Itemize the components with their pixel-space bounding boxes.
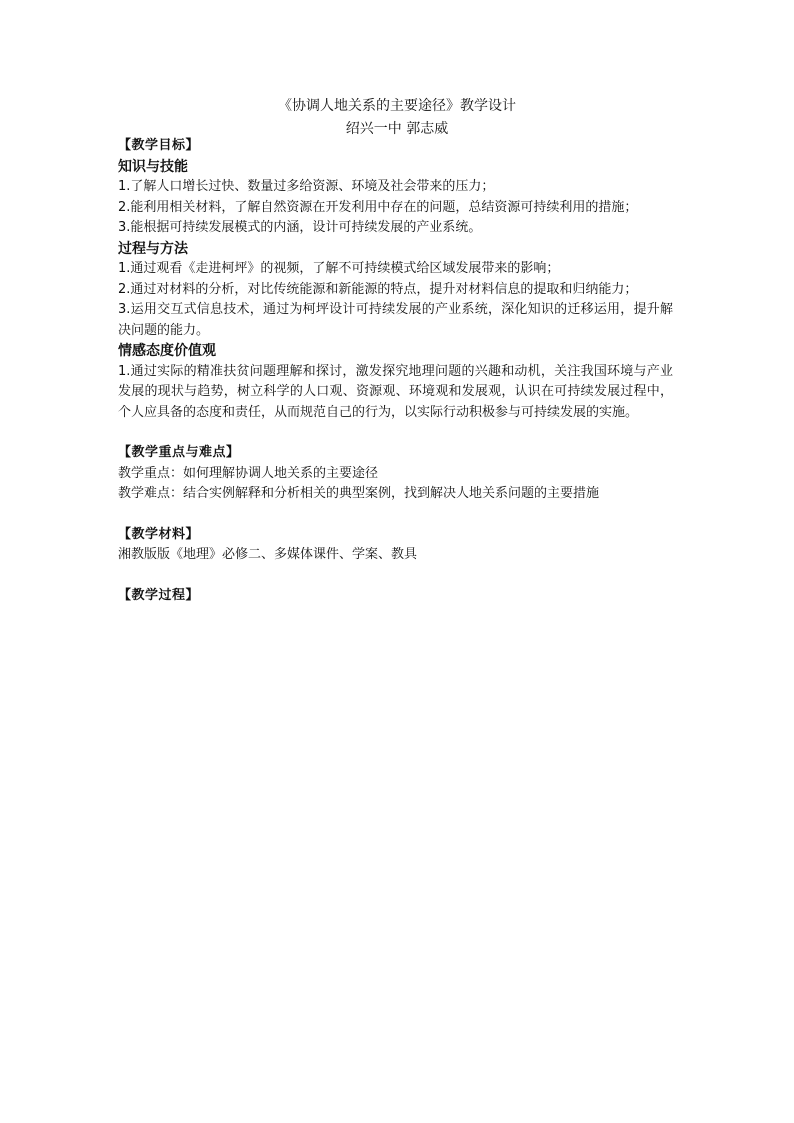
process-item: 3.运用交互式信息技术，通过为柯坪设计可持续发展的产业系统，深化知识的迁移运用，提升解决问题的能力。 — [118, 302, 673, 338]
teaching-process-heading: 【教学过程】 — [118, 587, 200, 603]
teaching-focus: 教学重点：如何理解协调人地关系的主要途径 — [118, 465, 379, 481]
spacer — [118, 505, 673, 525]
objectives-heading: 【教学目标】 — [118, 138, 200, 153]
knowledge-item: 1.了解人口增长过快、数量过多给资源、环境及社会带来的压力； — [118, 179, 495, 194]
spacer — [118, 423, 673, 443]
process-heading: 过程与方法 — [118, 240, 188, 257]
materials-text: 湘教版版《地理》必修二、多媒体课件、学案、教具 — [118, 547, 418, 562]
spacer — [118, 566, 673, 586]
document-title: 《协调人地关系的主要途径》教学设计 — [278, 98, 516, 114]
process-item: 2.通过对材料的分析，对比传统能源和新能源的特点，提升对材料信息的提取和归纳能力； — [118, 281, 638, 297]
attitude-heading: 情感态度价值观 — [118, 343, 216, 359]
knowledge-item: 3.能根据可持续发展模式的内涵，设计可持续发展的产业系统。 — [118, 220, 482, 235]
document-body — [118, 136, 673, 606]
attitude-item: 1.通过实际的精准扶贫问题理解和探讨，激发探究地理问题的兴趣和动机，关注我国环境与产业发展的现状与趋势，树立科学的人口观、资源观、环境观和发展观，认识在可持续发展过程中，个人应具备的态度和责任，从而规范自己的行为，以实际行动积极参与可持续发展的实施。 — [118, 363, 673, 420]
keypoints-heading: 【教学重点与难点】 — [118, 445, 240, 460]
teaching-difficulty: 教学难点：结合实例解释和分析相关的典型案例，找到解决人地关系问题的主要措施 — [118, 486, 600, 501]
document-author: 绍兴一中 郭志威 — [345, 121, 449, 137]
knowledge-item: 2.能利用相关材料，了解自然资源在开发利用中存在的问题，总结资源可持续利用的措施； — [118, 199, 638, 215]
process-item: 1.通过观看《走进柯坪》的视频，了解不可持续模式给区域发展带来的影响； — [118, 261, 560, 276]
materials-heading: 【教学材料】 — [118, 526, 200, 542]
knowledge-heading: 知识与技能 — [118, 158, 188, 175]
